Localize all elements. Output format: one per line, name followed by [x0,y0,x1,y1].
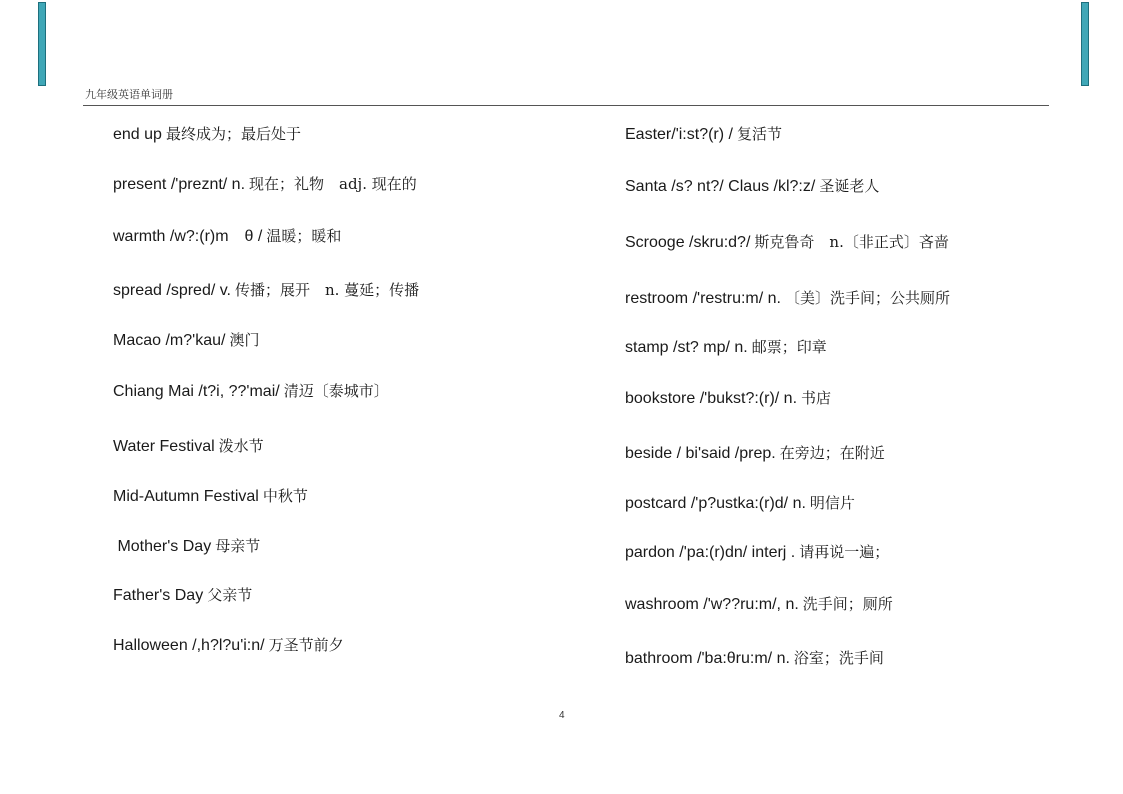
vocab-entry [625,388,831,409]
entry-term: Water Festival [113,438,215,455]
entry-meaning: 清迈〔泰城市〕 [283,382,389,400]
vocab-entry [113,124,301,145]
vocab-entry [113,280,419,301]
entry-meaning: 复活节 [736,125,782,143]
vocab-entry [113,436,264,457]
entry-meaning: 明信片 [809,494,855,512]
entry-meaning: 斯克鲁奇 n.〔非正式〕吝啬 [754,233,949,251]
vocab-entry [625,176,879,197]
entry-term: Chiang Mai /t?i, ??'mai/ [113,383,280,400]
entry-meaning: 书店 [801,389,832,407]
entry-meaning: 浴室；洗手间 [793,649,884,667]
entry-meaning: 请再说一遍； [799,543,890,561]
entry-meaning: 父亲节 [207,586,253,604]
entry-term: beside / bi'said /prep. [625,445,776,462]
entry-meaning: 〔美〕洗手间；公共厕所 [784,289,950,307]
vocab-entry [113,536,260,557]
vocab-entry [113,486,308,507]
entry-term: spread /spred/ v. [113,282,231,299]
vocab-entry [113,585,252,606]
entry-meaning: 圣诞老人 [819,177,880,195]
vocab-entry [113,330,259,351]
entry-term: Father's Day [113,587,204,604]
entry-term: Mother's Day [113,538,212,555]
vocab-entry [625,648,884,669]
vocab-entry [625,594,893,615]
entry-term: end up [113,126,162,143]
vocab-entry [625,288,950,309]
vocab-entry [625,542,889,563]
entry-term: bookstore /'bukst?:(r)/ n. [625,390,798,407]
entry-term: pardon /'pa:(r)dn/ interj . [625,544,796,561]
header-divider [83,105,1049,106]
entry-term: warmth /w?:(r)m θ / [113,228,263,245]
vocab-entry [113,381,389,402]
entry-meaning: 传播；展开 n. 蔓延；传播 [234,281,420,299]
entry-meaning: 最终成为；最后处于 [165,125,301,143]
vocab-entry [113,635,344,656]
entry-term: present /'preznt/ n. [113,176,246,193]
vocab-entry [625,493,855,514]
entry-term: stamp /st? mp/ n. [625,339,748,356]
entry-term: bathroom /'ba:θru:m/ n. [625,650,790,667]
entry-meaning: 现在；礼物 adj. 现在的 [249,175,417,193]
vocab-entry [113,226,341,247]
entry-term: Mid-Autumn Festival [113,488,259,505]
page-number: 4 [559,710,565,721]
entry-term: postcard /'p?ustka:(r)d/ n. [625,495,806,512]
vocab-entry [625,443,885,464]
entry-term: Scrooge /skru:d?/ [625,234,751,251]
page-header-title: 九年级英语单词册 [85,88,173,101]
vocab-entry [625,337,827,358]
entry-term: restroom /'restru:m/ n. [625,290,781,307]
entry-term: washroom /'w??ru:m/, n. [625,596,799,613]
entry-term: Easter/'i:st?(r) / [625,126,733,143]
entry-term: Santa /s? nt?/ Claus /kl?:z/ [625,178,816,195]
vocab-entry [113,174,417,195]
vocab-entry [625,124,782,145]
entry-meaning: 邮票；印章 [751,338,827,356]
entry-meaning: 在旁边；在附近 [779,444,885,462]
entry-meaning: 洗手间；厕所 [802,595,893,613]
entry-term: Halloween /,h?l?u'i:n/ [113,637,265,654]
entry-meaning: 中秋节 [262,487,308,505]
entry-meaning: 温暖；暖和 [266,227,342,245]
entry-term: Macao /m?'kau/ [113,332,226,349]
entry-meaning: 万圣节前夕 [268,636,344,654]
entry-meaning: 母亲节 [215,537,261,555]
left-accent-bar [38,2,46,86]
entry-meaning: 泼水节 [218,437,264,455]
vocab-entry [625,232,949,253]
right-accent-bar [1081,2,1089,86]
entry-meaning: 澳门 [229,331,260,349]
